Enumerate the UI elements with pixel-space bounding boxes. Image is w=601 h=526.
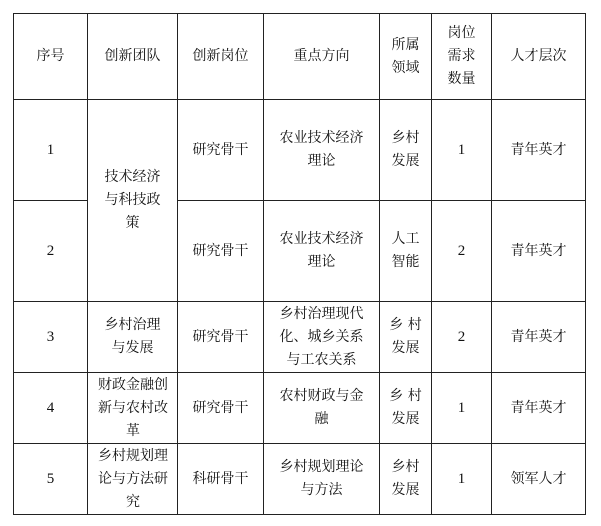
row-position: 科研骨干 <box>178 444 264 515</box>
row-index: 3 <box>14 302 88 373</box>
row-index: 5 <box>14 444 88 515</box>
row-index: 1 <box>14 100 88 201</box>
row-position: 研究骨干 <box>178 373 264 444</box>
table-row <box>14 444 586 515</box>
row-position: 研究骨干 <box>178 302 264 373</box>
row-team-text: 乡村治理与发展 <box>104 317 161 356</box>
header-quantity-text: 岗位需求数量 <box>447 25 476 87</box>
row-quantity: 1 <box>432 100 492 201</box>
row-level: 青年英才 <box>492 373 586 444</box>
row-team-text: 财政金融创新与农村改革 <box>98 376 168 439</box>
row-quantity: 1 <box>432 444 492 515</box>
row-direction: 农业技术经济理论 <box>264 100 380 201</box>
row-index: 2 <box>14 201 88 302</box>
row-direction: 农村财政与金融 <box>264 373 380 444</box>
row-index: 4 <box>14 373 88 444</box>
row-field <box>380 302 432 373</box>
row-field <box>380 201 432 302</box>
row-position: 研究骨干 <box>178 100 264 201</box>
header-field <box>380 14 432 100</box>
header-row <box>14 14 586 100</box>
row-level: 青年英才 <box>492 100 586 201</box>
row-field-text: 人工智能 <box>391 231 420 270</box>
table-row <box>14 302 586 373</box>
row-field-text: 乡 村发展 <box>389 388 422 427</box>
row-field-text: 乡村发展 <box>391 459 420 498</box>
table-row <box>14 373 586 444</box>
header-team: 创新团队 <box>88 14 178 100</box>
row-quantity: 2 <box>432 201 492 302</box>
row-team <box>88 444 178 515</box>
table-row <box>14 100 586 201</box>
header-index: 序号 <box>14 14 88 100</box>
row-direction: 乡村规划理论与方法 <box>264 444 380 515</box>
row-team-text: 技术经济与科技政策 <box>104 169 161 231</box>
row-team <box>88 373 178 444</box>
row-level: 青年英才 <box>492 201 586 302</box>
row-team-text: 乡村规划理论与方法研究 <box>98 447 168 510</box>
row-quantity: 2 <box>432 302 492 373</box>
row-team <box>88 100 178 302</box>
recruitment-table <box>13 13 586 515</box>
row-team <box>88 302 178 373</box>
header-position: 创新岗位 <box>178 14 264 100</box>
row-direction: 乡村治理现代化、城乡关系与工农关系 <box>264 302 380 373</box>
header-level: 人才层次 <box>492 14 586 100</box>
row-field <box>380 373 432 444</box>
row-field <box>380 100 432 201</box>
row-direction: 农业技术经济理论 <box>264 201 380 302</box>
row-level: 领军人才 <box>492 444 586 515</box>
row-field-text: 乡村发展 <box>391 130 420 169</box>
header-field-text: 所属领域 <box>391 36 420 76</box>
header-quantity <box>432 14 492 100</box>
row-field-text: 乡 村发展 <box>389 317 422 356</box>
row-field <box>380 444 432 515</box>
row-level: 青年英才 <box>492 302 586 373</box>
row-quantity: 1 <box>432 373 492 444</box>
row-position: 研究骨干 <box>178 201 264 302</box>
header-direction: 重点方向 <box>264 14 380 100</box>
